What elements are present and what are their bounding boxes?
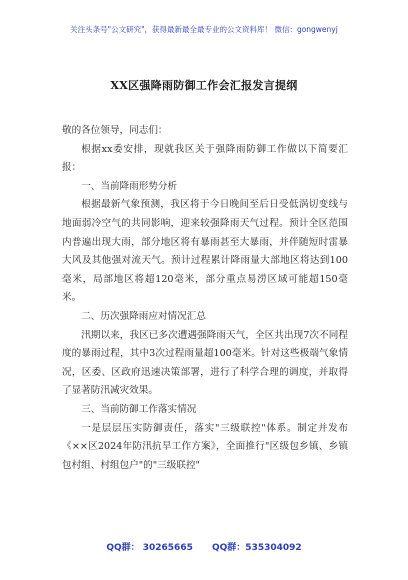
salutation: 敬的各位领导，同志们： bbox=[62, 125, 168, 136]
footer bbox=[0, 540, 408, 553]
paragraph-rain-forecast: 根据最新气象预测，我区将于今日晚间至后日受低涡切变线与地面弱冷空气的共同影响，迎来较强降雨天气过程。预计全区范围内普遍出现大雨，部分地区将有暴雨甚至大暴雨，并伴随短时雷暴大风及其他强对流天气。预计过程累计降雨量大部地区将达到100毫米，局部地区将超120毫米，部分重点易涝区域可能超150毫米。 bbox=[62, 199, 348, 304]
document-title: XX区强降雨防御工作会汇报发言提纲 bbox=[110, 79, 298, 92]
qq-group-1: QQ群： 30265665 bbox=[106, 543, 193, 553]
section-heading-1: 一、当前降雨形势分析 bbox=[81, 180, 178, 192]
section-heading-3: 三、当前防御工作落实情况 bbox=[81, 403, 197, 415]
section-heading-2: 二、历次强降雨应对情况汇总 bbox=[81, 310, 206, 322]
paragraph-history: 汛期以来，我区已多次遭遇强降雨天气，全区共出现7次不同程度的暴雨过程，其中3次过程雨量超100毫米。针对这些极端气象情况，区委、区政府迅速决策部署，进行了科学合理的调度，并取得了显著防汛减灾效果。 bbox=[62, 329, 348, 397]
paragraph-measures: 一是层层压实防御责任，落实"三级联控"体系。制定并发布《××区2024年防汛抗旱工作方案》，全面推行"区级包乡镇、乡镇包村组、村组包户"的"三级联控" bbox=[62, 422, 348, 471]
header-note: 关注头条号"公文研究"，获得最新最全最专业的公文资料库！ 微信：gongwenyj bbox=[70, 25, 338, 34]
paragraph-intro: 根据xx委安排，现就我区关于强降雨防御工作做以下简要汇报： bbox=[62, 143, 348, 174]
qq-group-2: QQ群：535304092 bbox=[212, 543, 302, 553]
document-body bbox=[62, 122, 348, 475]
